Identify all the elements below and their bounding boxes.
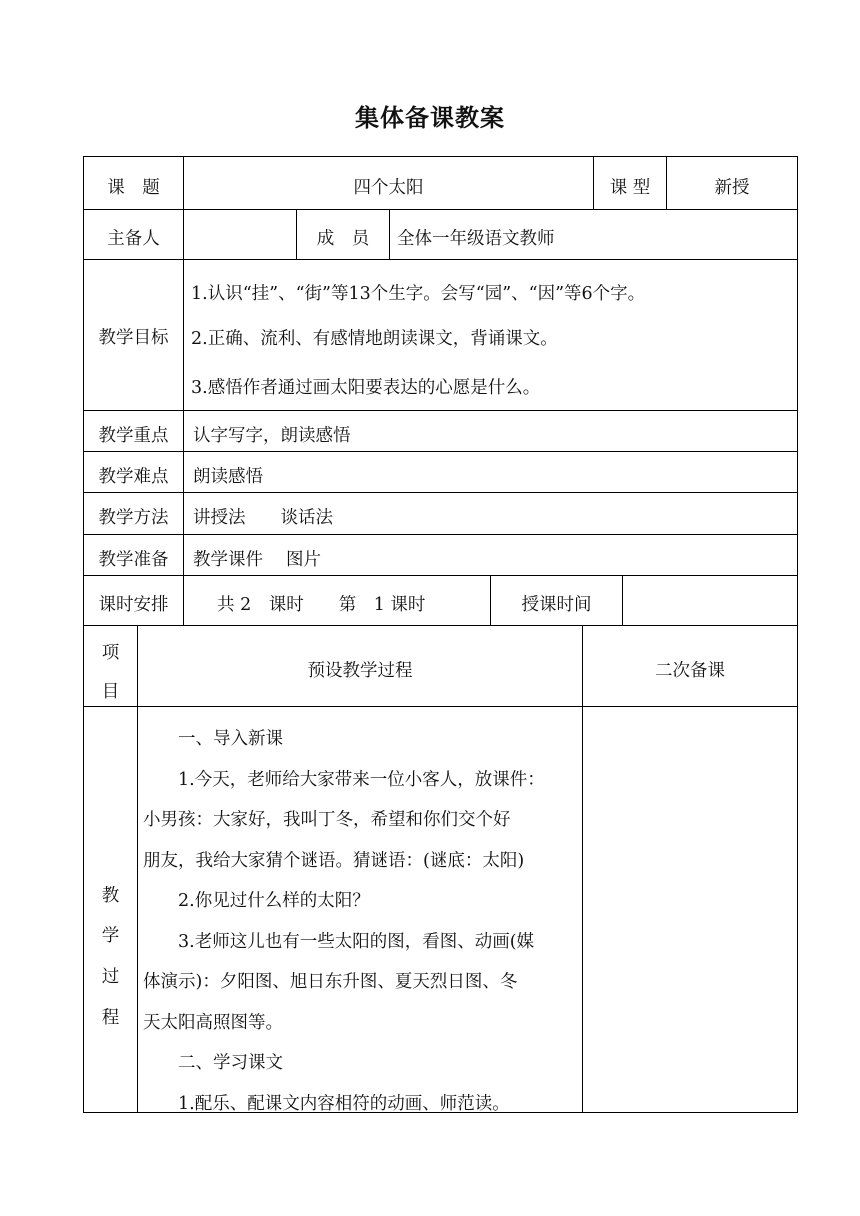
process-line: 二、学习课文	[178, 1053, 283, 1073]
page-title: 集体备课教案	[355, 104, 505, 132]
second-prep-label: 二次备课	[655, 661, 725, 681]
process-line: 天太阳高照图等。	[143, 1012, 283, 1033]
process-line: 2.你见过什么样的太阳？	[178, 891, 370, 911]
process-line: 一、导入新课	[178, 729, 283, 749]
key-points-label: 教学重点	[98, 426, 169, 446]
difficulties-label: 教学难点	[98, 467, 169, 487]
difficulties-value: 朗读感悟	[193, 467, 263, 487]
methods-value: 讲授法 谈话法	[193, 508, 333, 528]
process-label: 预设教学过程	[307, 661, 413, 681]
topic-value: 四个太阳	[353, 178, 424, 198]
type-value: 新授	[714, 178, 750, 198]
objectives-label: 教学目标	[98, 328, 169, 348]
schedule-label: 课时安排	[98, 595, 169, 615]
process-line: 1.配乐、配课文内容相符的动画、师范读。	[178, 1093, 510, 1114]
side-label-char: 学	[101, 926, 120, 946]
key-points-value: 认字写字，朗读感悟	[193, 426, 351, 446]
process-line: 1.今天，老师给大家带来一位小客人，放课件：	[178, 769, 545, 790]
side-label-char: 程	[101, 1008, 120, 1028]
item-label-line2: 目	[101, 682, 120, 702]
members-value: 全体一年级语文教师	[397, 229, 555, 249]
objective-item: 1.认识“挂”、“街”等13个生字。会写“园”、“因”等6个字。	[191, 284, 646, 304]
side-label-char: 过	[101, 967, 120, 987]
process-line: 3.老师这儿也有一些太阳的图，看图、动画(媒	[178, 931, 535, 952]
objective-item: 3.感悟作者通过画太阳要表达的心愿是什么。	[191, 378, 541, 398]
methods-label: 教学方法	[98, 508, 169, 528]
time-label: 授课时间	[521, 595, 592, 615]
process-line: 朋友，我给大家猜个谜语。猜谜语：(谜底：太阳)	[143, 850, 525, 871]
preparation-value: 教学课件 图片	[193, 550, 322, 570]
objective-item: 2.正确、流利、有感情地朗读课文，背诵课文。	[191, 329, 558, 349]
preparation-label: 教学准备	[98, 550, 169, 570]
type-label: 课 型	[609, 178, 651, 198]
preparer-label: 主备人	[107, 229, 160, 249]
item-label-line1: 项	[101, 643, 120, 663]
topic-label: 课 题	[107, 178, 160, 198]
members-label: 成 员	[316, 229, 370, 249]
side-label-char: 教	[101, 886, 120, 906]
process-content	[143, 719, 579, 1124]
process-line: 体演示)：夕阳图、旭日东升图、夏天烈日图、冬	[143, 972, 518, 992]
process-line: 小男孩：大家好，我叫丁冬，希望和你们交个好	[143, 810, 511, 830]
schedule-value: 共 2 课时 第 1 课时	[217, 595, 426, 615]
